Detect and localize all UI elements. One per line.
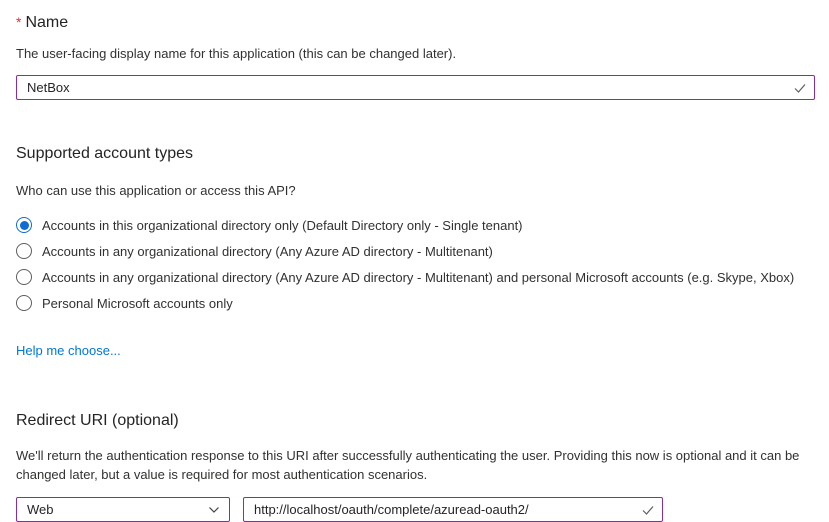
account-type-options [16,212,813,316]
radio-dot [20,221,29,230]
redirect-uri-input[interactable] [243,497,663,522]
account-type-option[interactable] [16,238,813,264]
account-type-option[interactable] [16,212,813,238]
radio-unselected-icon[interactable] [16,295,32,311]
redirect-uri-row [16,497,813,522]
name-label: Name [25,14,69,31]
redirect-uri-section-title: Redirect URI (optional) [16,412,179,429]
name-input-wrap [16,75,815,100]
redirect-uri-input-wrap [243,497,663,522]
radio-selected-icon[interactable] [16,217,32,233]
name-input[interactable] [16,75,815,100]
chevron-down-icon [208,504,220,516]
account-type-option-label: Accounts in this organizational directory only (Default Directory only - Single tenant) [42,217,523,233]
name-section-title [16,12,813,33]
required-asterisk: * [16,14,22,30]
account-types-section-title: Supported account types [16,145,194,162]
radio-unselected-icon[interactable] [16,243,32,259]
help-me-choose-link[interactable]: Help me choose... [16,343,121,358]
account-type-option[interactable] [16,264,813,290]
name-description: The user-facing display name for this application (this can be changed later). [16,46,457,61]
radio-unselected-icon[interactable] [16,269,32,285]
platform-select[interactable] [16,497,230,522]
account-types-question: Who can use this application or access this API? [16,183,296,198]
account-type-option[interactable] [16,290,813,316]
account-type-option-label: Accounts in any organizational directory (Any Azure AD directory - Multitenant) [42,243,493,259]
platform-select-value: Web [27,502,54,517]
redirect-uri-description: We'll return the authentication response to this URI after successfully authenticating the user. Providing this now is optional and it can be changed later, but a value is required for most authentication scenarios. [16,448,800,482]
account-type-option-label: Personal Microsoft accounts only [42,295,233,311]
account-type-option-label: Accounts in any organizational directory (Any Azure AD directory - Multitenant) and personal Microsoft accounts (e.g. Skype, Xbox) [42,269,795,285]
